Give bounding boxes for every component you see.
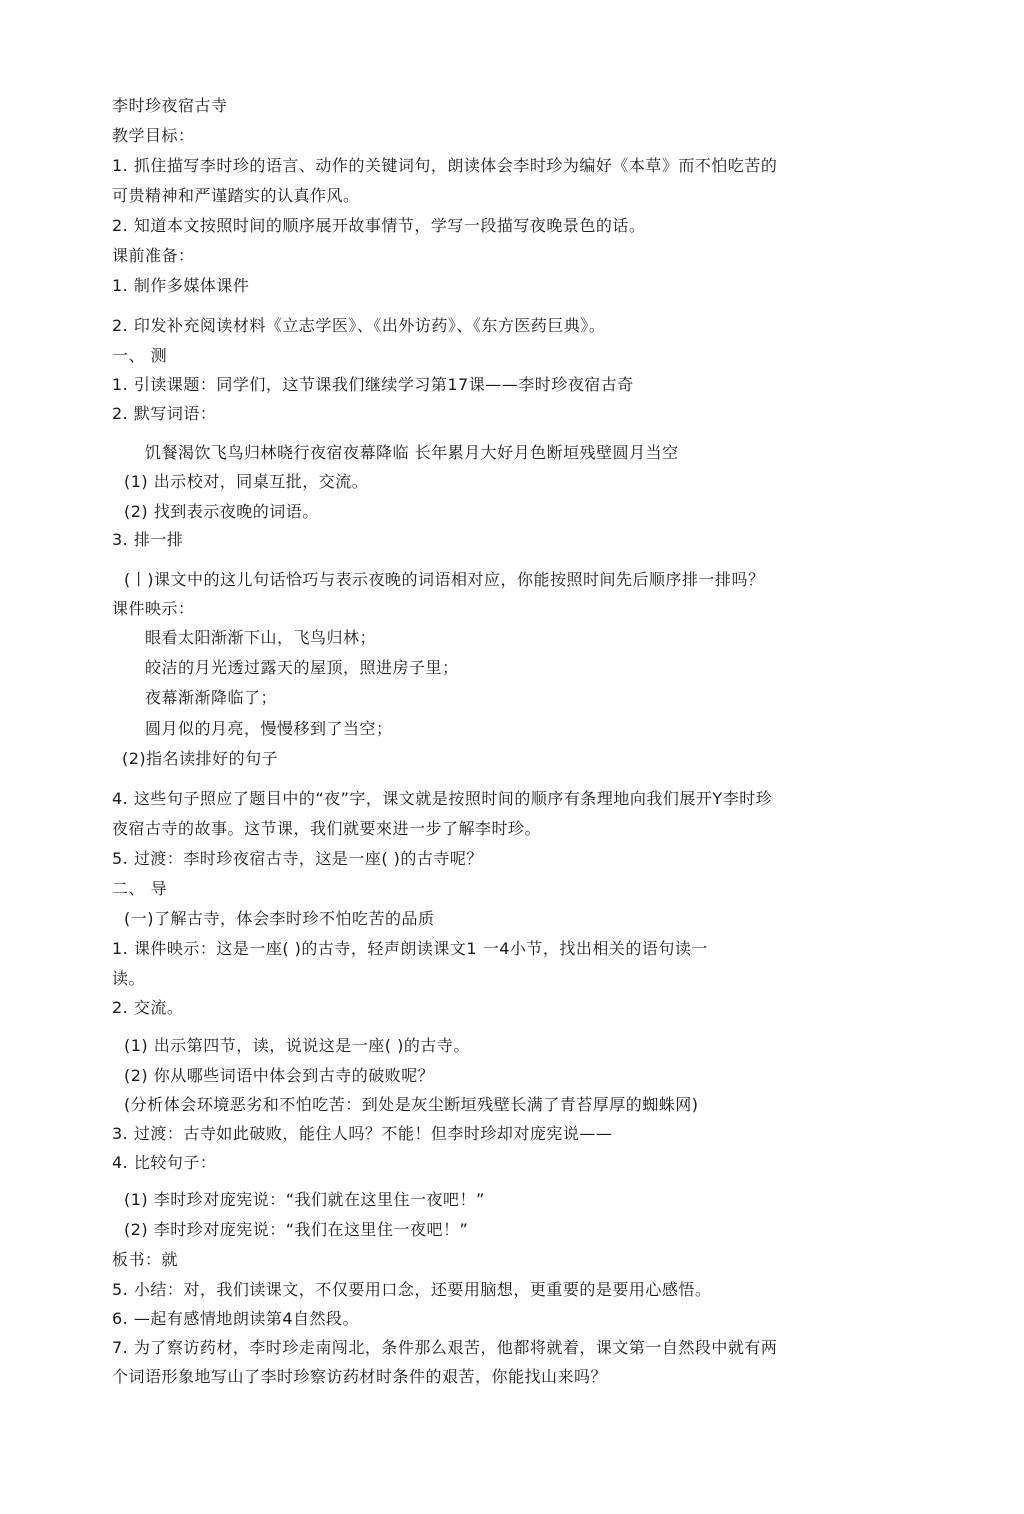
text-line: 皎洁的月光透过露天的屋顶，照进房子里； bbox=[145, 658, 459, 677]
text-line: 1. 引读课题：同学们，这节课我们继续学习第17课——李时珍夜宿古奇 bbox=[112, 375, 634, 394]
text-line: 1. 抓住描写李时珍的语言、动作的关键词句，朗读体会李时珍为编好《本草》而不怕吃苦的 bbox=[112, 156, 778, 175]
text-line: 个词语形象地写山了李时珍察访药材时条件的艰苦，你能找山来吗？ bbox=[112, 1367, 608, 1386]
section-heading: 一、 测 bbox=[112, 346, 168, 365]
text-line: 读。 bbox=[112, 969, 146, 988]
text-line: (一)了解古寺，体会李时珍不怕吃苦的品质 bbox=[124, 909, 435, 928]
text-line: 2. 印发补充阅读材料《立志学医》、《出外访药》、《东方医药巨典》。 bbox=[112, 316, 606, 335]
text-line: 4. 比较句子： bbox=[112, 1153, 217, 1172]
text-line: 6. —起有感情地朗读第4自然段。 bbox=[112, 1309, 360, 1328]
text-line: 3. 排一排 bbox=[112, 530, 184, 549]
text-line: 板书：就 bbox=[112, 1250, 179, 1269]
text-line: 5. 小结：对，我们读课文，不仅要用口念，还要用脑想，更重要的是要用心感悟。 bbox=[112, 1280, 712, 1299]
text-line: 眼看太阳渐渐下山，飞鸟归林； bbox=[145, 628, 377, 647]
text-line: 3. 过渡：古寺如此破败，能住人吗？不能！但李时珍却对庞宪说—— bbox=[112, 1124, 613, 1143]
text-line: 夜幕渐渐降临了； bbox=[145, 688, 278, 707]
text-line: (丨)课文中的这儿句话恰巧与表示夜晚的词语相对应，你能按照时间先后顺序排一排吗？ bbox=[124, 570, 765, 589]
text-line: 可贵精神和严谨踏实的认真作风。 bbox=[112, 186, 360, 205]
text-line: 2. 交流。 bbox=[112, 998, 184, 1017]
text-line: (1) 出示校对，同桌互批，交流。 bbox=[124, 472, 369, 491]
text-line: 5. 过渡：李时珍夜宿古寺，这是一座( )的古寺呢？ bbox=[112, 849, 483, 868]
text-line: (2) 你从哪些词语中体会到古寺的破败呢？ bbox=[124, 1066, 435, 1085]
text-line: 7. 为了察访药材，李时珍走南闯北，条件那么艰苦，他都将就着，课文第一自然段中就有两 bbox=[112, 1338, 778, 1357]
text-line: (2) 找到表示夜晚的词语。 bbox=[124, 502, 319, 521]
text-line: 夜宿古寺的故事。这节课，我们就要來进一步了解李时珍。 bbox=[112, 819, 542, 838]
section-heading: 二、 导 bbox=[112, 879, 168, 898]
text-line: (1) 李时珍对庞宪说：“我们就在这里住一夜吧！” bbox=[124, 1190, 485, 1209]
text-line: 2. 默写词语： bbox=[112, 404, 217, 423]
text-line: 1. 课件映示：这是一座( )的古寺，轻声朗读课文1 一4小节，找出相关的语句读一 bbox=[112, 939, 708, 958]
text-line: (2) 李时珍对庞宪说：“我们在这里住一夜吧！” bbox=[124, 1220, 469, 1239]
section-heading: 课前准备： bbox=[112, 246, 195, 265]
text-line: 圆月似的月亮，慢慢移到了当空； bbox=[145, 719, 393, 738]
text-line: 2. 知道本文按照时间的顺序展开故事情节，学写一段描写夜晚景色的话。 bbox=[112, 216, 646, 235]
text-line: (2)指名读排好的句子 bbox=[122, 749, 279, 768]
text-line: (1) 出示第四节，读，说说这是一座( )的古寺。 bbox=[124, 1036, 470, 1055]
text-line: 课件映示： bbox=[112, 599, 195, 618]
document-title: 李时珍夜宿古寺 bbox=[112, 96, 228, 115]
text-line: 饥餐渴饮飞鸟归林晓行夜宿夜幕降临 长年累月大好月色断垣残壁圆月当空 bbox=[145, 443, 679, 462]
text-line: 4. 这些句子照应了题目中的“夜”字，课文就是按照时间的顺序有条理地向我们展开Y李时珍 bbox=[112, 789, 773, 808]
text-line: 1. 制作多媒体课件 bbox=[112, 276, 250, 295]
text-line: (分析体会环境恶劣和不怕吃苦：到处是灰尘断垣残壁长满了青苔厚厚的蜘蛛网) bbox=[124, 1095, 699, 1114]
section-heading: 教学目标： bbox=[112, 126, 195, 145]
